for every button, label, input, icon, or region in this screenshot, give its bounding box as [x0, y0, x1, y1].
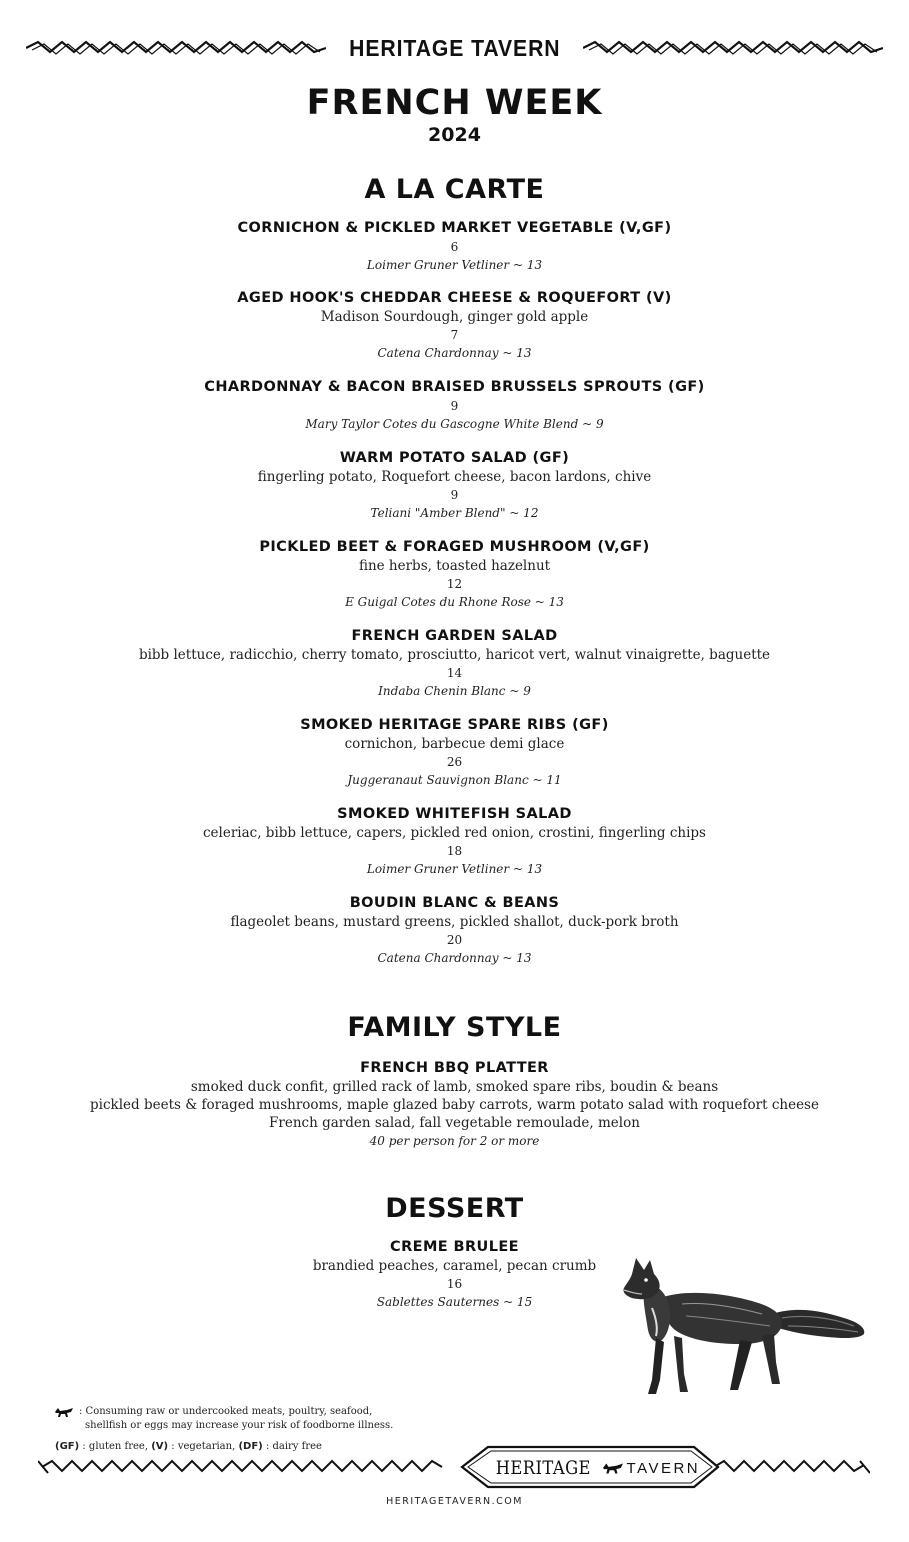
item-price: 16 [446, 1277, 463, 1291]
section-title-dessert: DESSERT [385, 1193, 524, 1224]
badge-tavern-text: TAVERN [626, 1459, 701, 1477]
menu-item [0, 288, 909, 363]
item-description: celeriac, bibb lettuce, capers, pickled red onion, crostini, fingerling chips [202, 825, 706, 841]
item-description: Madison Sourdough, ginger gold apple [320, 309, 589, 325]
item-name: FRENCH BBQ PLATTER [360, 1060, 549, 1076]
menu-item [0, 1058, 909, 1151]
item-price-note: 40 per person for 2 or more [369, 1134, 540, 1148]
menu-content [0, 82, 909, 1312]
fox-illustration [622, 1256, 868, 1398]
item-name: WARM POTATO SALAD (GF) [339, 450, 570, 466]
footer-ornament [38, 1443, 870, 1491]
a-la-carte-list [0, 218, 909, 968]
item-name: CHARDONNAY & BACON BRAISED BRUSSELS SPROUTS (GF) [204, 379, 705, 395]
item-description: fingerling potato, Roquefort cheese, bacon lardons, chive [257, 469, 652, 485]
item-description-line: smoked duck confit, grilled rack of lamb, smoked spare ribs, boudin & beans [190, 1079, 719, 1095]
event-year: 2024 [428, 124, 481, 146]
item-name: AGED HOOK'S CHEDDAR CHEESE & ROQUEFORT (V) [237, 290, 672, 306]
item-price: 6 [450, 240, 459, 254]
menu-item [0, 626, 909, 701]
item-description-line: pickled beets & foraged mushrooms, maple glazed baby carrots, warm potato salad with roquefort cheese [90, 1097, 819, 1113]
badge-heritage-text: HERITAGE [495, 1457, 591, 1479]
item-name: FRENCH GARDEN SALAD [351, 628, 558, 644]
legend-v-text: : vegetarian, [171, 1441, 236, 1452]
item-pairing: Teliani "Amber Blend" ~ 12 [370, 506, 539, 520]
legend-gf-text: : gluten free, [82, 1441, 149, 1452]
menu-item [0, 715, 909, 790]
fox-icon [603, 1462, 623, 1474]
item-pairing: Juggeranaut Sauvignon Blanc ~ 11 [347, 773, 562, 787]
menu-item [0, 537, 909, 612]
item-description: flageolet beans, mustard greens, pickled shallot, duck-pork broth [230, 914, 679, 930]
section-title-a-la-carte: A LA CARTE [364, 174, 545, 205]
item-description: cornichon, barbecue demi glace [344, 736, 565, 752]
item-pairing: Catena Chardonnay ~ 13 [377, 951, 532, 965]
item-price: 26 [446, 755, 463, 769]
item-price: 18 [446, 844, 463, 858]
item-pairing: Catena Chardonnay ~ 13 [377, 346, 532, 360]
legend-v-key: (V) [151, 1441, 169, 1452]
item-name: BOUDIN BLANC & BEANS [349, 895, 560, 911]
item-price: 9 [450, 399, 459, 413]
item-name: SMOKED WHITEFISH SALAD [337, 806, 572, 822]
item-price: 14 [446, 666, 463, 680]
zigzag-ornament-right [583, 40, 883, 56]
item-price: 20 [446, 933, 463, 947]
item-name: CORNICHON & PICKLED MARKET VEGETABLE (V,GF) [237, 220, 672, 236]
item-description-line: French garden salad, fall vegetable remoulade, melon [269, 1115, 640, 1131]
item-name: CREME BRULEE [390, 1239, 519, 1255]
item-pairing: Sablettes Sauternes ~ 15 [376, 1295, 533, 1309]
menu-item [0, 377, 909, 434]
legend-gf-key: (GF) [55, 1441, 80, 1452]
item-pairing: Loimer Gruner Vetliner ~ 13 [366, 258, 543, 272]
menu-item [0, 804, 909, 879]
footnote-line-1: : Consuming raw or undercooked meats, poultry, seafood, [79, 1406, 373, 1417]
item-description: fine herbs, toasted hazelnut [358, 558, 551, 574]
website-link[interactable]: HERITAGETAVERN.COM [386, 1496, 523, 1507]
item-description: brandied peaches, caramel, pecan crumb [312, 1258, 597, 1274]
footnote-line-2: shellfish or eggs may increase your risk of foodborne illness. [85, 1420, 394, 1431]
menu-item [0, 893, 909, 968]
item-pairing: E Guigal Cotes du Rhone Rose ~ 13 [345, 595, 564, 609]
section-title-family-style: FAMILY STYLE [347, 1012, 562, 1043]
item-name: PICKLED BEET & FORAGED MUSHROOM (V,GF) [259, 539, 650, 555]
item-pairing: Loimer Gruner Vetliner ~ 13 [366, 862, 543, 876]
item-price: 9 [450, 488, 459, 502]
item-name: SMOKED HERITAGE SPARE RIBS (GF) [300, 717, 609, 733]
footer-brand-badge [474, 1455, 714, 1481]
item-description: bibb lettuce, radicchio, cherry tomato, prosciutto, haricot vert, walnut vinaigrette, baguette [138, 647, 771, 663]
header-brand [0, 28, 909, 68]
item-price: 7 [450, 328, 459, 342]
menu-item [0, 448, 909, 523]
brand-name: HERITAGE TAVERN [348, 34, 561, 61]
event-title: FRENCH WEEK [306, 83, 603, 123]
item-price: 12 [446, 577, 463, 591]
item-pairing: Indaba Chenin Blanc ~ 9 [378, 684, 531, 698]
legend-df-key: (DF) [238, 1441, 263, 1452]
zigzag-ornament-left [26, 40, 326, 56]
legend-df-text: : dairy free [265, 1441, 322, 1452]
menu-item [0, 218, 909, 275]
fox-icon [55, 1407, 73, 1417]
item-pairing: Mary Taylor Cotes du Gascogne White Blend ~ 9 [305, 417, 604, 431]
allergy-footnote [55, 1405, 455, 1433]
